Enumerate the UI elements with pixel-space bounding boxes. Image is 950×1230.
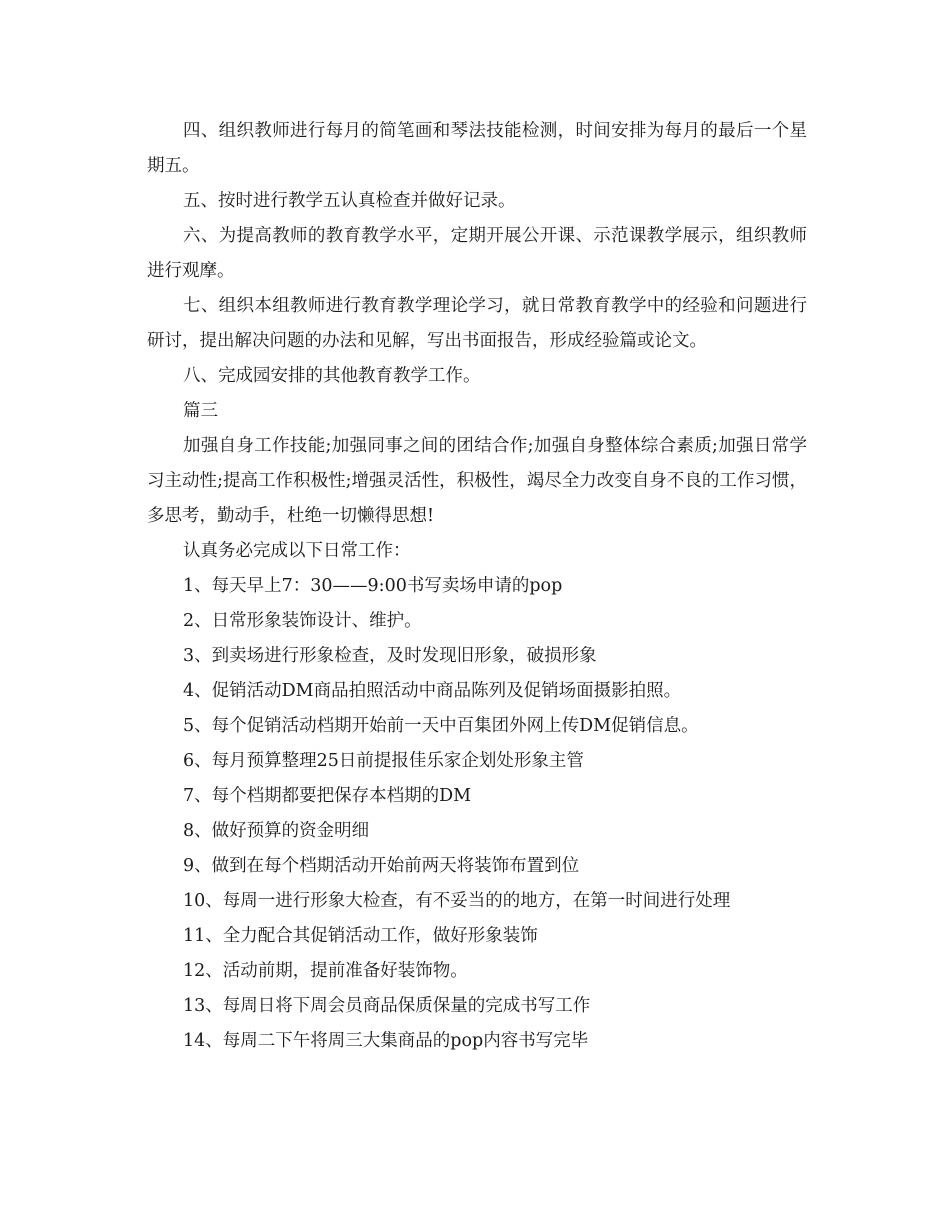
paragraph-item-7: 七、组织本组教师进行教育教学理论学习，就日常教育教学中的经验和问题进行研讨，提出解决问题的办法和见解，写出书面报告，形成经验篇或论文。	[147, 296, 807, 351]
intro-paragraph: 加强自身工作技能;加强同事之间的团结合作;加强自身整体综合素质;加强日常学习主动性;提高工作积极性;增强灵活性，积极性，竭尽全力改变自身不良的工作习惯，多思考，勤动手，杜绝一切懒得思想!	[147, 436, 807, 526]
task-item: 1、每天早上7：30——9:00书写卖场申请的pop	[183, 576, 563, 596]
paragraph-item-8: 八、完成园安排的其他教育教学工作。	[183, 366, 481, 386]
task-item: 4、促销活动DM商品拍照活动中商品陈列及促销场面摄影拍照。	[183, 681, 682, 701]
task-item: 5、每个促销活动档期开始前一天中百集团外网上传DM促销信息。	[183, 716, 699, 736]
section-heading: 篇三	[183, 401, 218, 421]
task-item: 12、活动前期，提前准备好装饰物。	[183, 961, 468, 981]
task-list-heading: 认真务必完成以下日常工作：	[183, 541, 411, 561]
task-item: 9、做到在每个档期活动开始前两天将装饰布置到位	[183, 856, 580, 876]
task-item: 3、到卖场进行形象检查，及时发现旧形象，破损形象	[183, 646, 597, 666]
paragraph-item-6: 六、为提高教师的教育教学水平，定期开展公开课、示范课教学展示，组织教师进行观摩。	[147, 226, 807, 281]
task-item: 2、日常形象装饰设计、维护。	[183, 611, 422, 631]
task-item: 13、每周日将下周会员商品保质保量的完成书写工作	[183, 996, 591, 1016]
document-body	[147, 114, 807, 1059]
paragraph-item-4: 四、组织教师进行每月的简笔画和琴法技能检测，时间安排为每月的最后一个星期五。	[147, 121, 807, 176]
task-item: 14、每周二下午将周三大集商品的pop内容书写完毕	[183, 1031, 589, 1051]
task-item: 6、每月预算整理25日前提报佳乐家企划处形象主管	[183, 751, 584, 771]
task-item: 11、全力配合其促销活动工作，做好形象装饰	[183, 926, 538, 946]
task-item: 10、每周一进行形象大检查，有不妥当的的地方，在第一时间进行处理	[183, 891, 731, 911]
paragraph-item-5: 五、按时进行教学五认真检查并做好记录。	[183, 191, 516, 211]
task-item: 8、做好预算的资金明细	[183, 821, 370, 841]
task-item: 7、每个档期都要把保存本档期的DM	[183, 786, 472, 806]
